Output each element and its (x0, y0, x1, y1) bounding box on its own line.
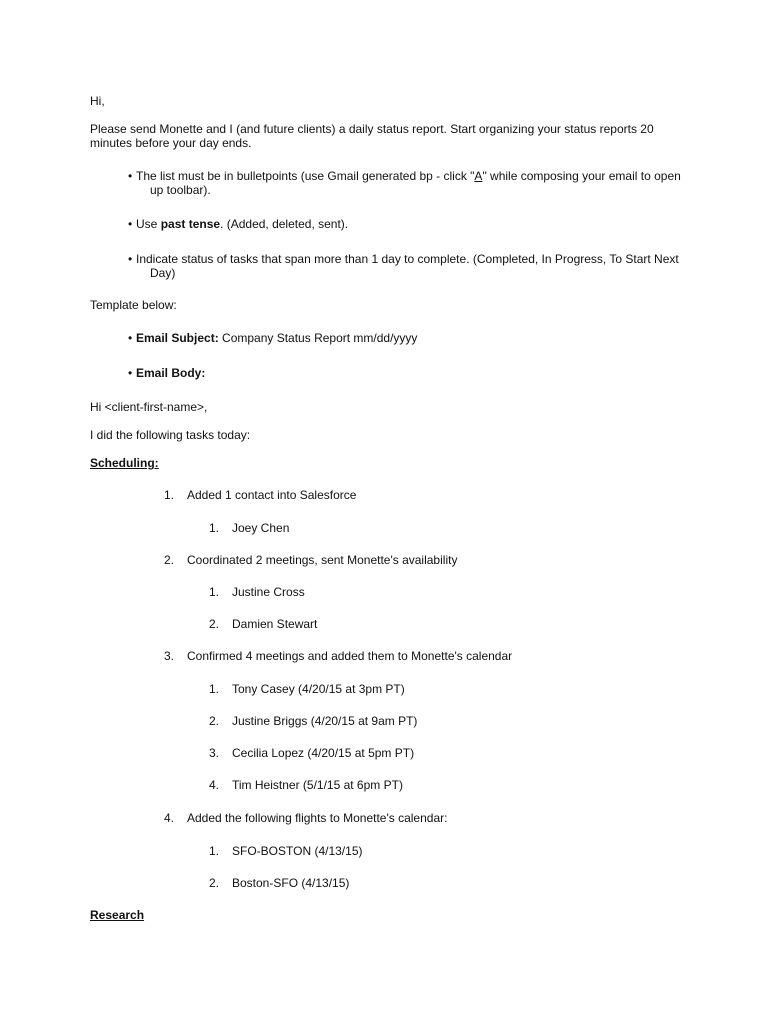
rule-status (128, 252, 679, 266)
list-item (160, 488, 356, 502)
rule-1-line-2: up toolbar). (150, 183, 211, 197)
list-text: Cecilia Lopez (4/20/15 at 5pm PT) (232, 746, 415, 760)
intro-line-1: Please send Monette and I (and future clients) a daily status report. Start organizing your status reports 20 (90, 122, 654, 136)
list-text: Joey Chen (232, 521, 290, 535)
text-color-a-icon: A (474, 169, 483, 183)
list-number: 1. (208, 585, 219, 599)
list-number: 1. (208, 844, 219, 858)
list-number: 1. (208, 682, 219, 696)
sub-list-item (205, 521, 289, 535)
email-subject-label: Email Subject: (136, 331, 219, 345)
list-number: 1. (208, 521, 219, 535)
bullet: • (128, 252, 133, 266)
list-text: Boston-SFO (4/13/15) (232, 876, 350, 890)
list-item (160, 811, 447, 825)
salutation: Hi <client-first-name>, (90, 400, 208, 414)
rule-2-pre: Use (136, 217, 161, 231)
rule-bullets (128, 169, 681, 183)
list-text: Damien Stewart (232, 617, 318, 631)
rule-past-tense (128, 217, 348, 231)
bullet: • (128, 169, 133, 183)
email-subject (128, 331, 417, 345)
list-number: 2. (208, 714, 219, 728)
list-number: 4. (163, 811, 174, 825)
rule-3-line-2: Day) (150, 266, 176, 280)
sub-list-item (205, 876, 349, 890)
list-item (160, 553, 457, 567)
email-subject-value: Company Status Report mm/dd/yyyy (218, 331, 418, 345)
list-number: 3. (208, 746, 219, 760)
list-text: Justine Cross (232, 585, 305, 599)
tasks-intro: I did the following tasks today: (90, 428, 251, 442)
sub-list-item (205, 617, 317, 631)
list-number: 2. (208, 617, 219, 631)
sub-list-item (205, 844, 362, 858)
intro-line-2: minutes before your day ends. (90, 136, 252, 150)
rule-1-text: The list must be in bulletpoints (use Gmail generated bp - click " (136, 169, 475, 183)
template-label: Template below: (90, 298, 177, 312)
list-number: 2. (163, 553, 174, 567)
list-text: Tony Casey (4/20/15 at 3pm PT) (232, 682, 405, 696)
email-body (128, 366, 205, 380)
list-text: Coordinated 2 meetings, sent Monette's availability (187, 553, 458, 567)
sub-list-item (205, 714, 417, 728)
sub-list-item (205, 585, 305, 599)
rule-3-text: Indicate status of tasks that span more than 1 day to complete. (Completed, In Progress, To Start Next (136, 252, 679, 266)
list-text: Added the following flights to Monette's calendar: (187, 811, 448, 825)
bullet: • (128, 217, 133, 231)
list-text: SFO-BOSTON (4/13/15) (232, 844, 363, 858)
list-text: Tim Heistner (5/1/15 at 6pm PT) (232, 778, 403, 792)
rule-2-post: . (Added, deleted, sent). (220, 217, 349, 231)
sub-list-item (205, 778, 403, 792)
bullet: • (128, 366, 133, 380)
list-number: 3. (163, 649, 174, 663)
list-text: Added 1 contact into Salesforce (187, 488, 357, 502)
bullet: • (128, 331, 133, 345)
rule-1-text-end: " while composing your email to open (482, 169, 681, 183)
research-heading: Research (90, 908, 145, 922)
sub-list-item (205, 746, 414, 760)
list-number: 4. (208, 778, 219, 792)
list-text: Confirmed 4 meetings and added them to Monette's calendar (187, 649, 513, 663)
greeting: Hi, (90, 94, 105, 108)
email-body-label: Email Body: (136, 366, 206, 380)
rule-2-bold: past tense (160, 217, 221, 231)
scheduling-heading: Scheduling: (90, 456, 159, 470)
list-number: 1. (163, 488, 174, 502)
sub-list-item (205, 682, 405, 696)
list-text: Justine Briggs (4/20/15 at 9am PT) (232, 714, 418, 728)
list-number: 2. (208, 876, 219, 890)
list-item (160, 649, 512, 663)
